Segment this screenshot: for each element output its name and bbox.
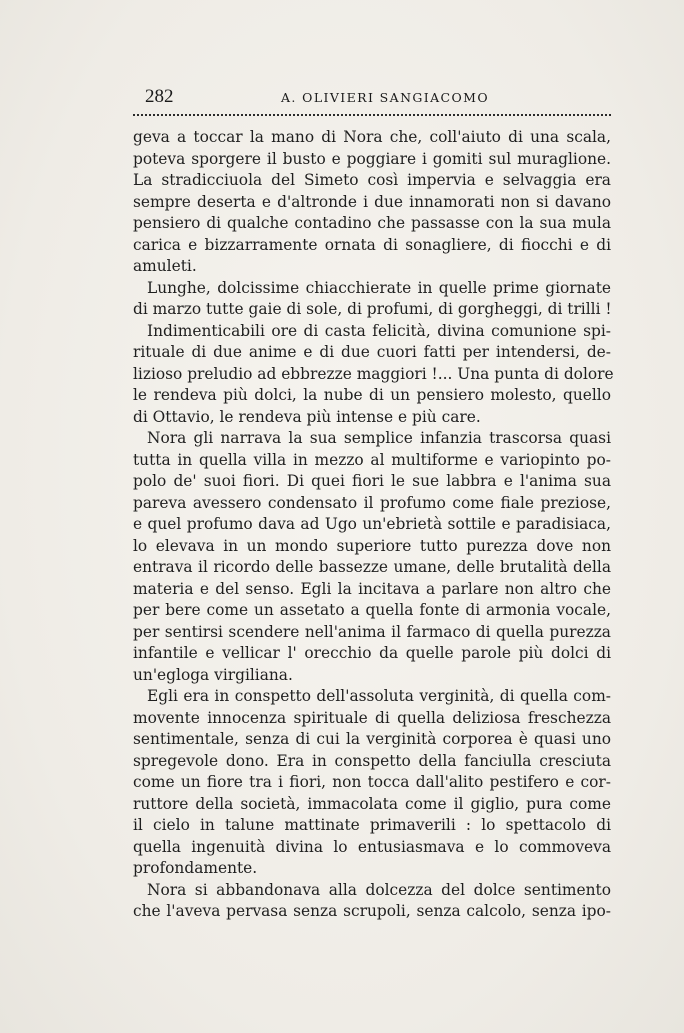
- text-line: entrava il ricordo delle bassezze umane, delle brutalità della: [133, 558, 611, 576]
- text-line: sentimentale, senza di cui la verginità corporea è quasi uno: [133, 730, 611, 748]
- text-line: pareva avessero condensato il profumo come fiale preziose,: [133, 493, 611, 512]
- text-line: che l'aveva pervasa senza scrupoli, senza calcolo, senza ipo-: [133, 902, 611, 920]
- text-line: spregevole dono. Era in conspetto della fanciulla cresciuta: [133, 751, 611, 770]
- text-line: lizioso preludio ad ebbrezze maggiori !... Una punta di dolore: [133, 364, 614, 383]
- text-line: Nora gli narrava la sua semplice infanzia trascorsa quasi: [147, 429, 611, 447]
- text-line: carica e bizzarramente ornata di sonagliere, di fiocchi e di: [133, 235, 611, 254]
- text-line: ruttore della società, immacolata come il giglio, pura come: [133, 794, 611, 813]
- text-line: Indimenticabili ore di casta felicità, divina comunione spi-: [147, 321, 611, 340]
- text-line: poteva sporgere il busto e poggiare i gomiti sul muraglione.: [133, 149, 611, 168]
- text-line: pensiero di qualche contadino che passasse con la sua mula: [133, 214, 611, 232]
- text-line: amuleti.: [133, 257, 197, 275]
- text-line: polo de' suoi fiori. Di quei fiori le sue labbra e l'anima sua: [133, 472, 611, 490]
- text-line: Lunghe, dolcissime chiacchierate in quelle prime giornate: [147, 278, 611, 297]
- text-line: materia e del senso. Egli la incitava a parlare non altro che: [133, 579, 611, 598]
- page-number: 282: [145, 86, 174, 107]
- text-line: di Ottavio, le rendeva più intense e più care.: [133, 407, 481, 426]
- running-head: A. OLIVIERI SANGIACOMO: [281, 90, 490, 105]
- text-line: infantile e vellicar l' orecchio da quelle parole più dolci di: [133, 644, 611, 662]
- header-divider: [133, 114, 611, 116]
- text-line: il cielo in talune mattinate primaverili : lo spettacolo di: [133, 816, 611, 834]
- text-line: La stradicciuola del Simeto così impervia e selvaggia era: [133, 171, 611, 189]
- text-line: quella ingenuità divina lo entusiasmava e lo commoveva: [133, 837, 611, 856]
- text-line: sempre deserta e d'altronde i due innamorati non si davano: [133, 192, 611, 211]
- text-line: Egli era in conspetto dell'assoluta verginità, di quella com-: [147, 687, 611, 705]
- body-text: [133, 127, 614, 923]
- text-line: per sentirsi scendere nell'anima il farmaco di quella purezza: [133, 622, 611, 641]
- page-header: [133, 86, 611, 110]
- text-line: come un fiore tra i fiori, non tocca dall'alito pestifero e cor-: [133, 773, 611, 791]
- text-line: le rendeva più dolci, la nube di un pensiero molesto, quello: [133, 386, 611, 404]
- text-line: geva a toccar la mano di Nora che, coll'aiuto di una scala,: [133, 128, 611, 146]
- text-line: movente innocenza spirituale di quella deliziosa freschezza: [133, 708, 611, 727]
- text-line: rituale di due anime e di due cuori fatti per intendersi, de-: [133, 343, 611, 361]
- text-line: e quel profumo dava ad Ugo un'ebrietà sottile e paradisiaca,: [133, 515, 611, 533]
- text-line: un'egloga virgiliana.: [133, 665, 293, 684]
- text-line: profondamente.: [133, 859, 258, 877]
- text-line: di marzo tutte gaie di sole, di profumi, di gorgheggi, di trilli !: [133, 300, 612, 318]
- text-line: tutta in quella villa in mezzo al multiforme e variopinto po-: [133, 450, 611, 469]
- text-line: per bere come un assetato a quella fonte di armonia vocale,: [133, 601, 611, 619]
- text-line: Nora si abbandonava alla dolcezza del dolce sentimento: [147, 880, 611, 899]
- text-line: lo elevava in un mondo superiore tutto purezza dove non: [133, 536, 611, 555]
